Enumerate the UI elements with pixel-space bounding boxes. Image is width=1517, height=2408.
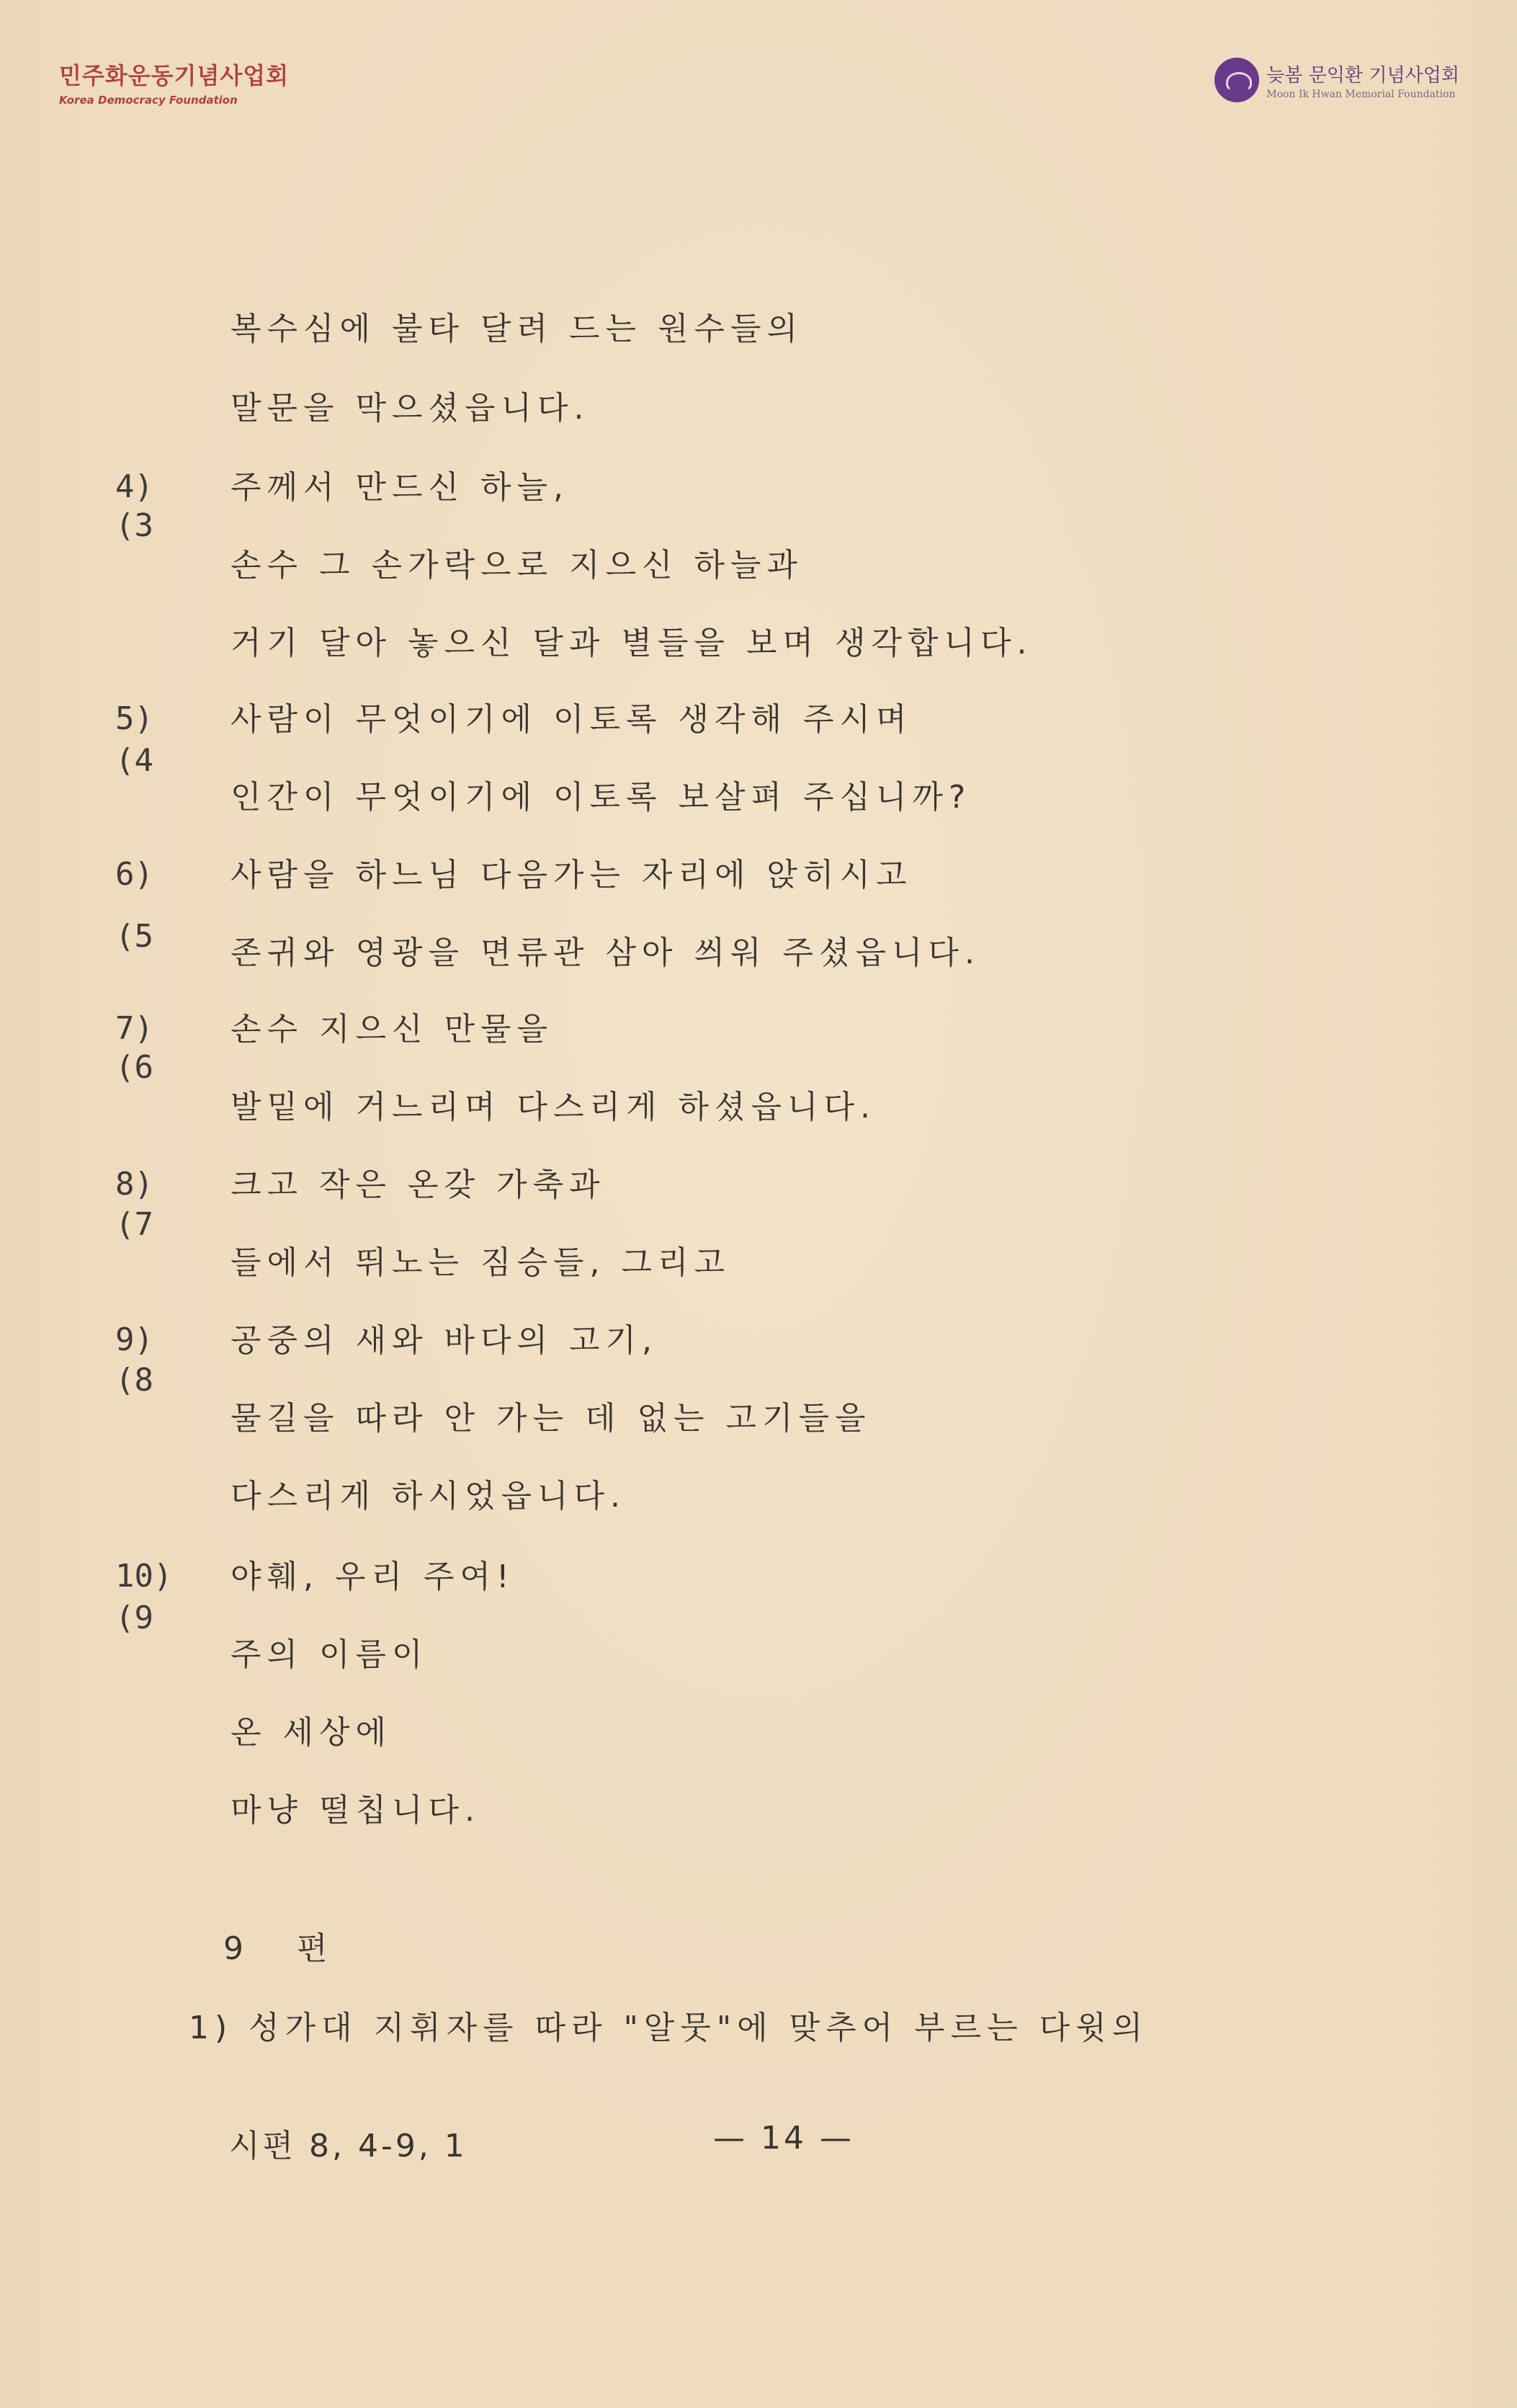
psalm-heading-number: 9 [223,1930,251,1967]
korea-democracy-foundation-logo [59,58,289,107]
footer-reference: 시편 8, 4-9, 1 [229,2128,467,2164]
verse-number: 9) [115,1321,153,1358]
right-logo-english: Moon Ik Hwan Memorial Foundation [1266,88,1456,100]
verse-line: 사람을 하느님 다음가는 자리에 앉히시고 [231,857,913,893]
verse-line: 들에서 뛰노는 짐승들, 그리고 [231,1244,730,1281]
verse-number: 6) [115,856,153,893]
verse-line: 물길을 따라 안 가는 데 없는 고기들을 [231,1400,872,1437]
verse-line: 복수심에 불타 달려 드는 원수들의 [231,311,803,347]
psalm-heading [223,1922,335,1968]
verse-line: 말문을 막으셨읍니다. [231,390,590,427]
verse-number: (4 [115,742,153,779]
verse-line: 발밑에 거느리며 다스리게 하셨읍니다. [231,1089,877,1125]
verse-line: 다스리게 하시었읍니다. [231,1478,627,1515]
verse-line: 주의 이름이 [231,1636,429,1673]
verse-line: 온 세상에 [231,1714,393,1751]
verse-line: 손수 지으신 만물을 [231,1011,554,1048]
verse-number: (9 [115,1600,153,1636]
verse-number: 5) [115,700,153,737]
verse-number: (6 [115,1049,153,1086]
verse-line: 야훼, 우리 주여! [231,1558,515,1595]
verse-number: 10) [115,1558,173,1595]
psalm-first-line: 1) 성가대 지휘자를 따라 "알뭇"에 맞추어 부르는 다윗의 [189,2010,1149,2046]
verse-number: (7 [115,1206,153,1243]
verse-line: 존귀와 영광을 면류관 삼아 씌워 주셨읍니다. [231,935,980,971]
verse-line: 사람이 무엇이기에 이토록 생각해 주시며 [231,701,913,738]
verse-line: 마냥 떨칩니다. [231,1792,480,1829]
verse-number: (8 [115,1362,153,1399]
foundation-seal-icon [1214,58,1259,102]
verse-line: 인간이 무엇이기에 이토록 보살펴 주십니까? [231,779,972,816]
verse-number: (3 [115,507,153,544]
psalm-heading-label: 편 [297,1930,335,1967]
verse-number: 8) [115,1166,153,1203]
verse-line: 공중의 새와 바다의 고기, [231,1322,658,1359]
verse-number: (5 [115,918,153,955]
verse-line: 주께서 만드신 하늘, [231,469,569,506]
page-number: — 14 — [713,2120,854,2157]
left-logo-korean: 민주화운동기념사업회 [59,62,290,89]
verse-line: 크고 작은 온갖 가축과 [231,1167,606,1203]
verse-number: 7) [115,1010,153,1047]
verse-line: 거기 달아 놓으신 달과 별들을 보며 생각합니다. [231,625,1033,661]
verse-line: 손수 그 손가락으로 지으신 하늘과 [231,547,803,584]
right-logo-korean: 늦봄 문익환 기념사업회 [1266,64,1459,86]
verse-number: 4) [115,468,153,505]
left-logo-english: Korea Democracy Foundation [59,94,238,107]
moon-ik-hwan-foundation-logo [1214,58,1459,102]
right-logo-text [1266,61,1459,100]
